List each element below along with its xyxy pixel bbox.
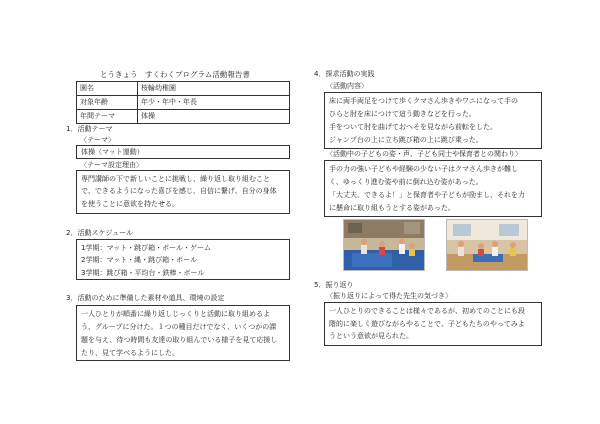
reflection-line: 階的に楽しく遊びながらやることで、子どもたちのやってみよ [329,319,525,328]
reflection-line: うという意欲が見られた。 [329,332,413,341]
section3-heading: 3．活動のために準備した素材や道具、環境の設定 [66,294,225,302]
materials-box [76,305,290,361]
content-line: ひらと肘を床につけて這う動きなどを行った。 [329,109,476,118]
reflection-box [324,302,542,346]
section2-heading: 2．活動スケジュール [66,229,134,237]
schedule-line: 1学期：マット・跳び箱・ボール・ゲーム [81,244,212,252]
theme-label: 〈テーマ〉 [80,136,115,144]
info-label-age: 対象年齢 [77,96,138,110]
schedule-line: 2学期：マット・縄・跳び箱・ボール [81,256,198,265]
info-value-theme: 体操 [138,110,290,124]
reason-line: を使うことに意欲を持たせる。 [81,199,179,208]
reason-box [76,170,290,214]
section5-heading: 5．振り返り [314,281,354,289]
gym-photo-1-icon [343,219,425,271]
info-table [76,81,290,124]
reflection-label: 〈振り返りによって得た先生の気づき〉 [326,292,452,300]
reason-label: 〈テーマ設定理由〉 [80,161,143,169]
info-value-age: 年少・年中・年長 [138,96,290,110]
info-label-school: 園名 [77,82,138,96]
content-label: 〈活動内容〉 [326,82,368,90]
reason-line: 専門講師の下で新しいことに挑戦し、繰り返し取り組むこと [81,175,270,183]
children-line: く、ゆっくり進む姿や前に倒れ込む姿があった。 [329,177,483,186]
reason-line: で、できるようになった喜びを感じ、自信に繋げ、自分の身体 [81,187,277,196]
table-row [77,82,290,96]
children-line: 手の力の強い子どもや経験の少ない子はクマさん歩きが難し [329,165,518,173]
content-line: 手をついて肘を曲げておへそを見ながら前転をした。 [329,122,497,131]
theme-value: 体操（マット運動） [81,148,144,156]
schedule-box [76,239,290,280]
table-row [77,110,290,124]
section1-heading: 1．活動テーマ [66,125,113,133]
children-label: 〈活動中の子どもの姿・声、子ども同士や保育者との関わり〉 [326,150,522,158]
content-line: 床に両手両足をつけて歩くクマさん歩きやワニになって手の [329,97,518,105]
children-line: 「大丈夫、できるよ！」と保育者や子どもが励まし、それを力 [329,190,525,199]
gym-photo-2-icon [446,219,528,271]
report-title: とうきょう すくわくプログラム活動報告書 [100,70,250,79]
info-value-school: 桜輪幼稚園 [138,82,290,96]
section4-heading: 4．探求活動の実践 [314,70,375,78]
table-row [77,96,290,110]
materials-line: 題を与え、待つ時間も友達の取り組んでいる様子を見て応援し [81,335,278,344]
children-box [324,160,542,217]
content-line: ジャンプ台の上に立ち跳び箱の上に跳び乗った。 [329,135,483,144]
materials-line: う、グループに分けた。１つの種目だけでなく、いくつかの課 [81,322,277,331]
reflection-line: 一人ひとりのできることは様々であるが、初めてのことにも段 [329,307,525,315]
materials-line: たり、見て学べるようにした。 [81,348,179,357]
materials-line: 一人ひとりが順番に繰り返しじっくりと活動に取り組めるよ [81,310,270,318]
content-box [324,92,542,149]
children-line: に懸命に取り組もうとする姿があった。 [329,203,455,212]
theme-box [76,145,290,159]
schedule-line: 3学期：跳び箱・平均台・鉄棒・ボール [81,268,205,277]
info-label-theme: 年間テーマ [77,110,138,124]
